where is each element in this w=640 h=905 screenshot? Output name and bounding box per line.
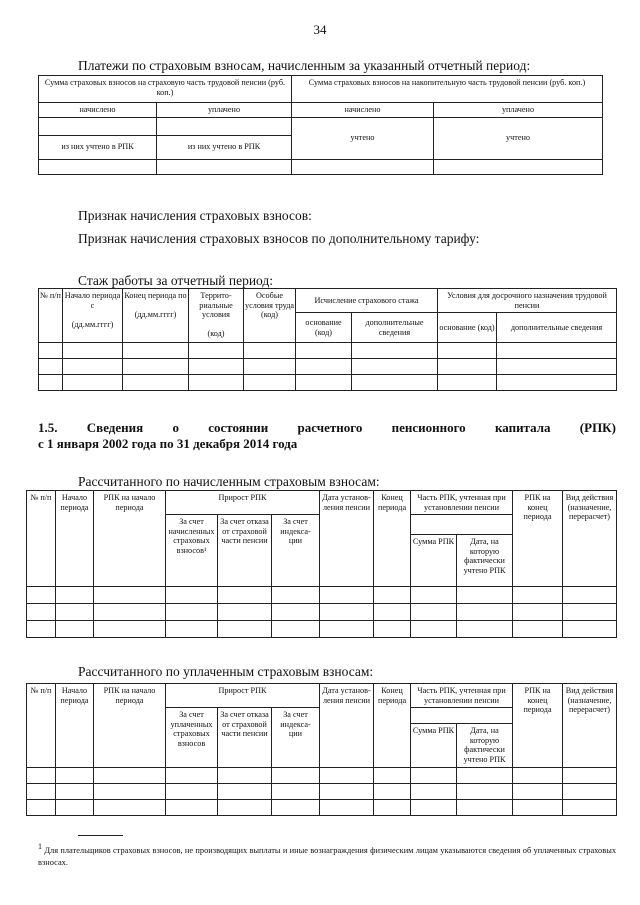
footnote: [38, 841, 616, 869]
col-end: Конец периода по (дд.мм.гггг): [123, 289, 189, 343]
col-rpk-start: РПК на начало периода: [94, 684, 166, 768]
col-special-conditions: Особые условия труда (код): [244, 289, 296, 343]
paid-table-heading: Рассчитанного по уплаченным страховым взносам:: [78, 664, 374, 679]
accrued-table: [26, 490, 617, 638]
col-basis-2: основание (код): [438, 313, 497, 343]
counted-label: учтено: [292, 117, 434, 159]
section-15-title: 1.5. Сведения о состоянии расчетного пенсионного капитала (РПК) с 1 января 2002 года по 31 декабря 2014 года: [38, 420, 616, 451]
paid-label-2: уплачено: [434, 103, 603, 118]
col-growth-paid: За счет уплаченных страховых взносов: [166, 708, 218, 768]
col-action: Вид действия (назначение, перерасчет): [563, 491, 617, 587]
col-end: Конец периода: [374, 684, 411, 768]
col-labor-pension: Сумма страховых взносов на страховую часть трудовой пенсии (руб. коп.): [39, 76, 292, 103]
col-growth: Прирост РПК: [166, 684, 320, 708]
col-action: Вид действия (назначение, перерасчет): [563, 684, 617, 768]
col-territorial: Террито- риальные условия (код): [189, 289, 244, 343]
col-start: Начало периода с (дд.мм.гггг): [63, 289, 123, 343]
col-extra-2: дополнительные сведения: [497, 313, 617, 343]
col-rpk-part: Часть РПК, учтенная при установлении пенсии: [411, 491, 513, 515]
col-start: Начало периода: [56, 491, 94, 587]
col-funded-pension: Сумма страховых взносов на накопительную часть трудовой пенсии (руб. коп.): [292, 76, 603, 103]
col-establish-date: Дата установ- ления пенсии: [320, 684, 374, 768]
col-rpk-end: РПК на конец периода: [513, 491, 563, 587]
col-growth: Прирост РПК: [166, 491, 320, 515]
payments-heading: Платежи по страховым взносам, начисленным за указанный отчетный период:: [78, 58, 531, 73]
col-growth-index: За счет индекса- ции: [272, 708, 320, 768]
col-num: № п/п: [27, 684, 56, 768]
col-actual-date: Дата, на которую фактически учтено РПК: [457, 724, 513, 768]
col-growth-refusal: За счет отказа от страховой части пенсии: [218, 515, 272, 587]
footnote-text: Для плательщиков страховых взносов, не производящих выплаты и иные вознаграждения физическим лицам указываются сведения об уплаченных страховых взносах.: [38, 845, 617, 867]
sign-extra-tariff-heading: Признак начисления страховых взносов по дополнительному тарифу:: [78, 231, 480, 246]
page-number: 34: [313, 22, 327, 37]
footnote-divider: [78, 835, 123, 836]
col-establish-date: Дата установ- ления пенсии: [320, 491, 374, 587]
incl-rpk-label: из них учтено в РПК: [39, 135, 157, 159]
col-rpk-part: Часть РПК, учтенная при установлении пенсии: [411, 684, 513, 708]
col-rpk-sum: Сумма РПК: [411, 724, 457, 768]
col-actual-date: Дата, на которую фактически учтено РПК: [457, 535, 513, 587]
paid-label: уплачено: [157, 103, 292, 118]
col-start: Начало периода: [56, 684, 94, 768]
col-extra: дополнительные сведения: [352, 313, 438, 343]
col-end: Конец периода: [374, 491, 411, 587]
footnote-mark: 1: [38, 842, 42, 851]
col-growth-accrued: За счет начисленных страховых взносов¹: [166, 515, 218, 587]
col-growth-refusal: За счет отказа от страховой части пенсии: [218, 708, 272, 768]
col-num: № п/п: [39, 289, 63, 343]
col-early: Условия для досрочного назначения трудовой пенсии: [438, 289, 617, 313]
col-growth-index: За счет индекса- ции: [272, 515, 320, 587]
col-calc: Исчисление страхового стажа: [296, 289, 438, 313]
service-heading: Стаж работы за отчетный период:: [78, 273, 274, 288]
col-basis: основание (код): [296, 313, 352, 343]
col-rpk-start: РПК на начало периода: [94, 491, 166, 587]
sign-heading: Признак начисления страховых взносов:: [78, 208, 312, 223]
col-num: № п/п: [27, 491, 56, 587]
col-rpk-sum: Сумма РПК: [411, 535, 457, 587]
accrued-table-heading: Рассчитанного по начисленным страховым взносам:: [78, 474, 380, 489]
incl-rpk-label-2: из них учтено в РПК: [157, 135, 292, 159]
counted-label-2: учтено: [434, 117, 603, 159]
payments-table: [38, 75, 603, 175]
accrued-label: начислено: [39, 103, 157, 118]
col-rpk-end: РПК на конец периода: [513, 684, 563, 768]
accrued-label-2: начислено: [292, 103, 434, 118]
paid-table: [26, 683, 617, 816]
service-table: [38, 288, 617, 391]
